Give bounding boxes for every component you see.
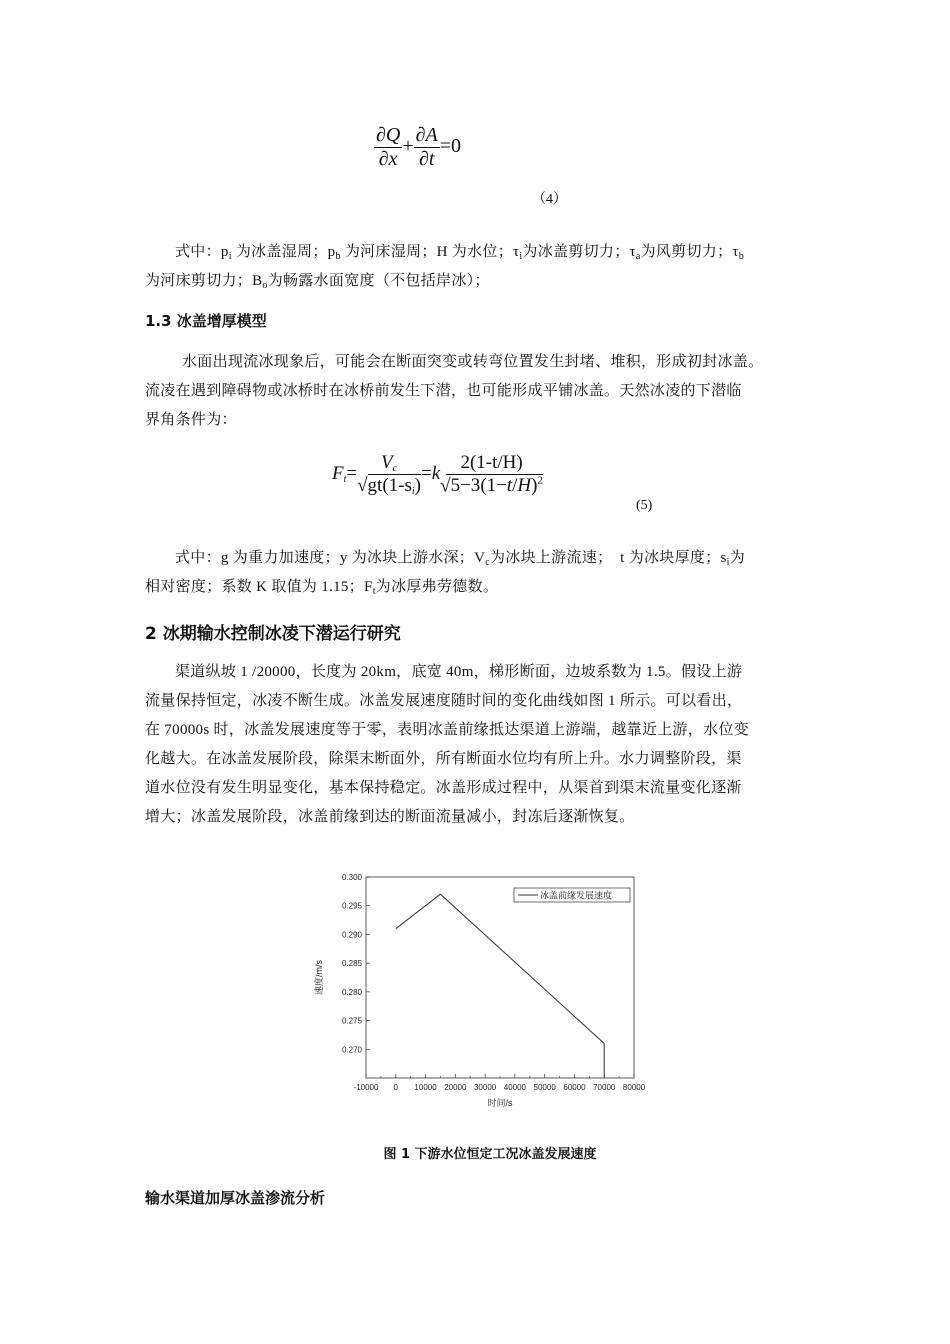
y-tick-label: 0.295 (341, 901, 362, 911)
series-line (396, 894, 604, 1078)
where-paragraph-1: 式中：$p_i$ 为冰盖湿周；$p_b$ 为河床湿周；H 为水位；$\tau_i$为冰盖剪切力；$\tau_a$为风剪切力；$\tau_b$ 为河床剪切力；$B_o$为畅露水面宽度（不包括岸冰）； (145, 244, 745, 291)
figure-caption: 图 1 下游水位恒定工况冰盖发展速度 (383, 1147, 597, 1162)
plot-frame (366, 877, 634, 1078)
x-tick-label: -10000 (353, 1083, 379, 1092)
equation-5-number: (5) (636, 498, 653, 513)
x-tick-label: 10000 (414, 1083, 437, 1092)
y-tick-label: 0.270 (341, 1045, 362, 1055)
section-heading-3: 输水渠道加厚冰盖渗流分析 (145, 1189, 326, 1207)
where-paragraph-2: 式中：g 为重力加速度；y 为冰块上游水深；$V_c$为冰块上游流速； t 为冰块厚度；$s_i$为 相对密度；系数 K 取值为 1.15；$F_t$为冰厚弗劳德数。 (145, 550, 746, 597)
speed-chart (300, 862, 660, 1112)
x-tick-label: 60000 (563, 1083, 586, 1092)
y-axis-label: 速度/m/s (314, 960, 324, 995)
equation-4-number: （4） (532, 192, 567, 207)
paragraph-canal: 渠道纵坡 1 /20000，长度为 20km，底宽 40m，梯形断面，边坡系数为 1.5。假设上游 流量保持恒定，冰凌不断生成。冰盖发展速度随时间的变化曲线如图 1 所示。可以看出， 在 70000s 时，冰盖发展速度等于零，表明冰盖前缘抵达渠道上游端，越靠近上游，水位变 化越大。在冰盖发展阶段，除渠末断面外，所有断面水位均有所上升。水力调整阶段，渠 道水位没有发生明显变化，基本保持稳定。冰盖形成过程中，从渠首到渠末流量变化逐渐 增大；冰盖发展阶段，冰盖前缘到达的断面流量减小，封冻后逐渐恢复。 (145, 664, 750, 825)
y-tick-label: 0.285 (341, 959, 362, 969)
section-heading-2: 2 冰期输水控制冰凌下潜运行研究 (145, 624, 401, 644)
x-tick-label: 70000 (593, 1083, 616, 1092)
y-tick-label: 0.290 (341, 930, 362, 940)
y-tick-label: 0.300 (341, 873, 362, 882)
x-tick-label: 40000 (503, 1083, 527, 1092)
section-heading-1-3: 1.3 冰盖增厚模型 (145, 312, 267, 330)
y-tick-label: 0.275 (341, 1016, 362, 1026)
paragraph-ice-cover: 水面出现流冰现象后，可能会在断面突变或转弯位置发生封堵、堆积，形成初封冰盖。 流凌在遇到障碍物或冰桥时在冰桥前发生下潜，也可能形成平铺冰盖。天然冰凌的下潜临 界角条件为： (145, 354, 764, 428)
x-tick-label: 0 (393, 1083, 399, 1092)
fraction-froude: $\frac{V_c}{√gt(1-s_i)}$ (357, 452, 421, 498)
fraction-dq-dx: $\frac{\partial Q}{\partial x}$ (376, 124, 401, 170)
x-tick-label: 30000 (473, 1083, 497, 1092)
fraction-critical: $\frac{2(1-t/H)}{√5-3(1-t/H)^2}$ (440, 452, 543, 497)
y-tick-label: 0.280 (341, 987, 362, 997)
x-tick-label: 80000 (622, 1083, 646, 1092)
equation-5: $F_t=$ $\frac{V_c}{√gt(1-s_i)}$ =k $\frac{2(1-t/H)}{√5-3(1-t/H)^2}$ (332, 452, 543, 498)
x-tick-label: 20000 (444, 1083, 467, 1092)
x-axis-label: 时间/s (487, 1098, 513, 1108)
legend-label: 冰盖前缘发展速度 (540, 890, 613, 901)
fraction-da-dt: $\frac{\partial A}{\partial t}$ (415, 124, 438, 170)
equation-4: $\frac{\partial Q}{\partial x}$ + $\frac{\partial A}{\partial t}$ =0 (376, 124, 462, 170)
x-tick-label: 50000 (533, 1083, 556, 1092)
